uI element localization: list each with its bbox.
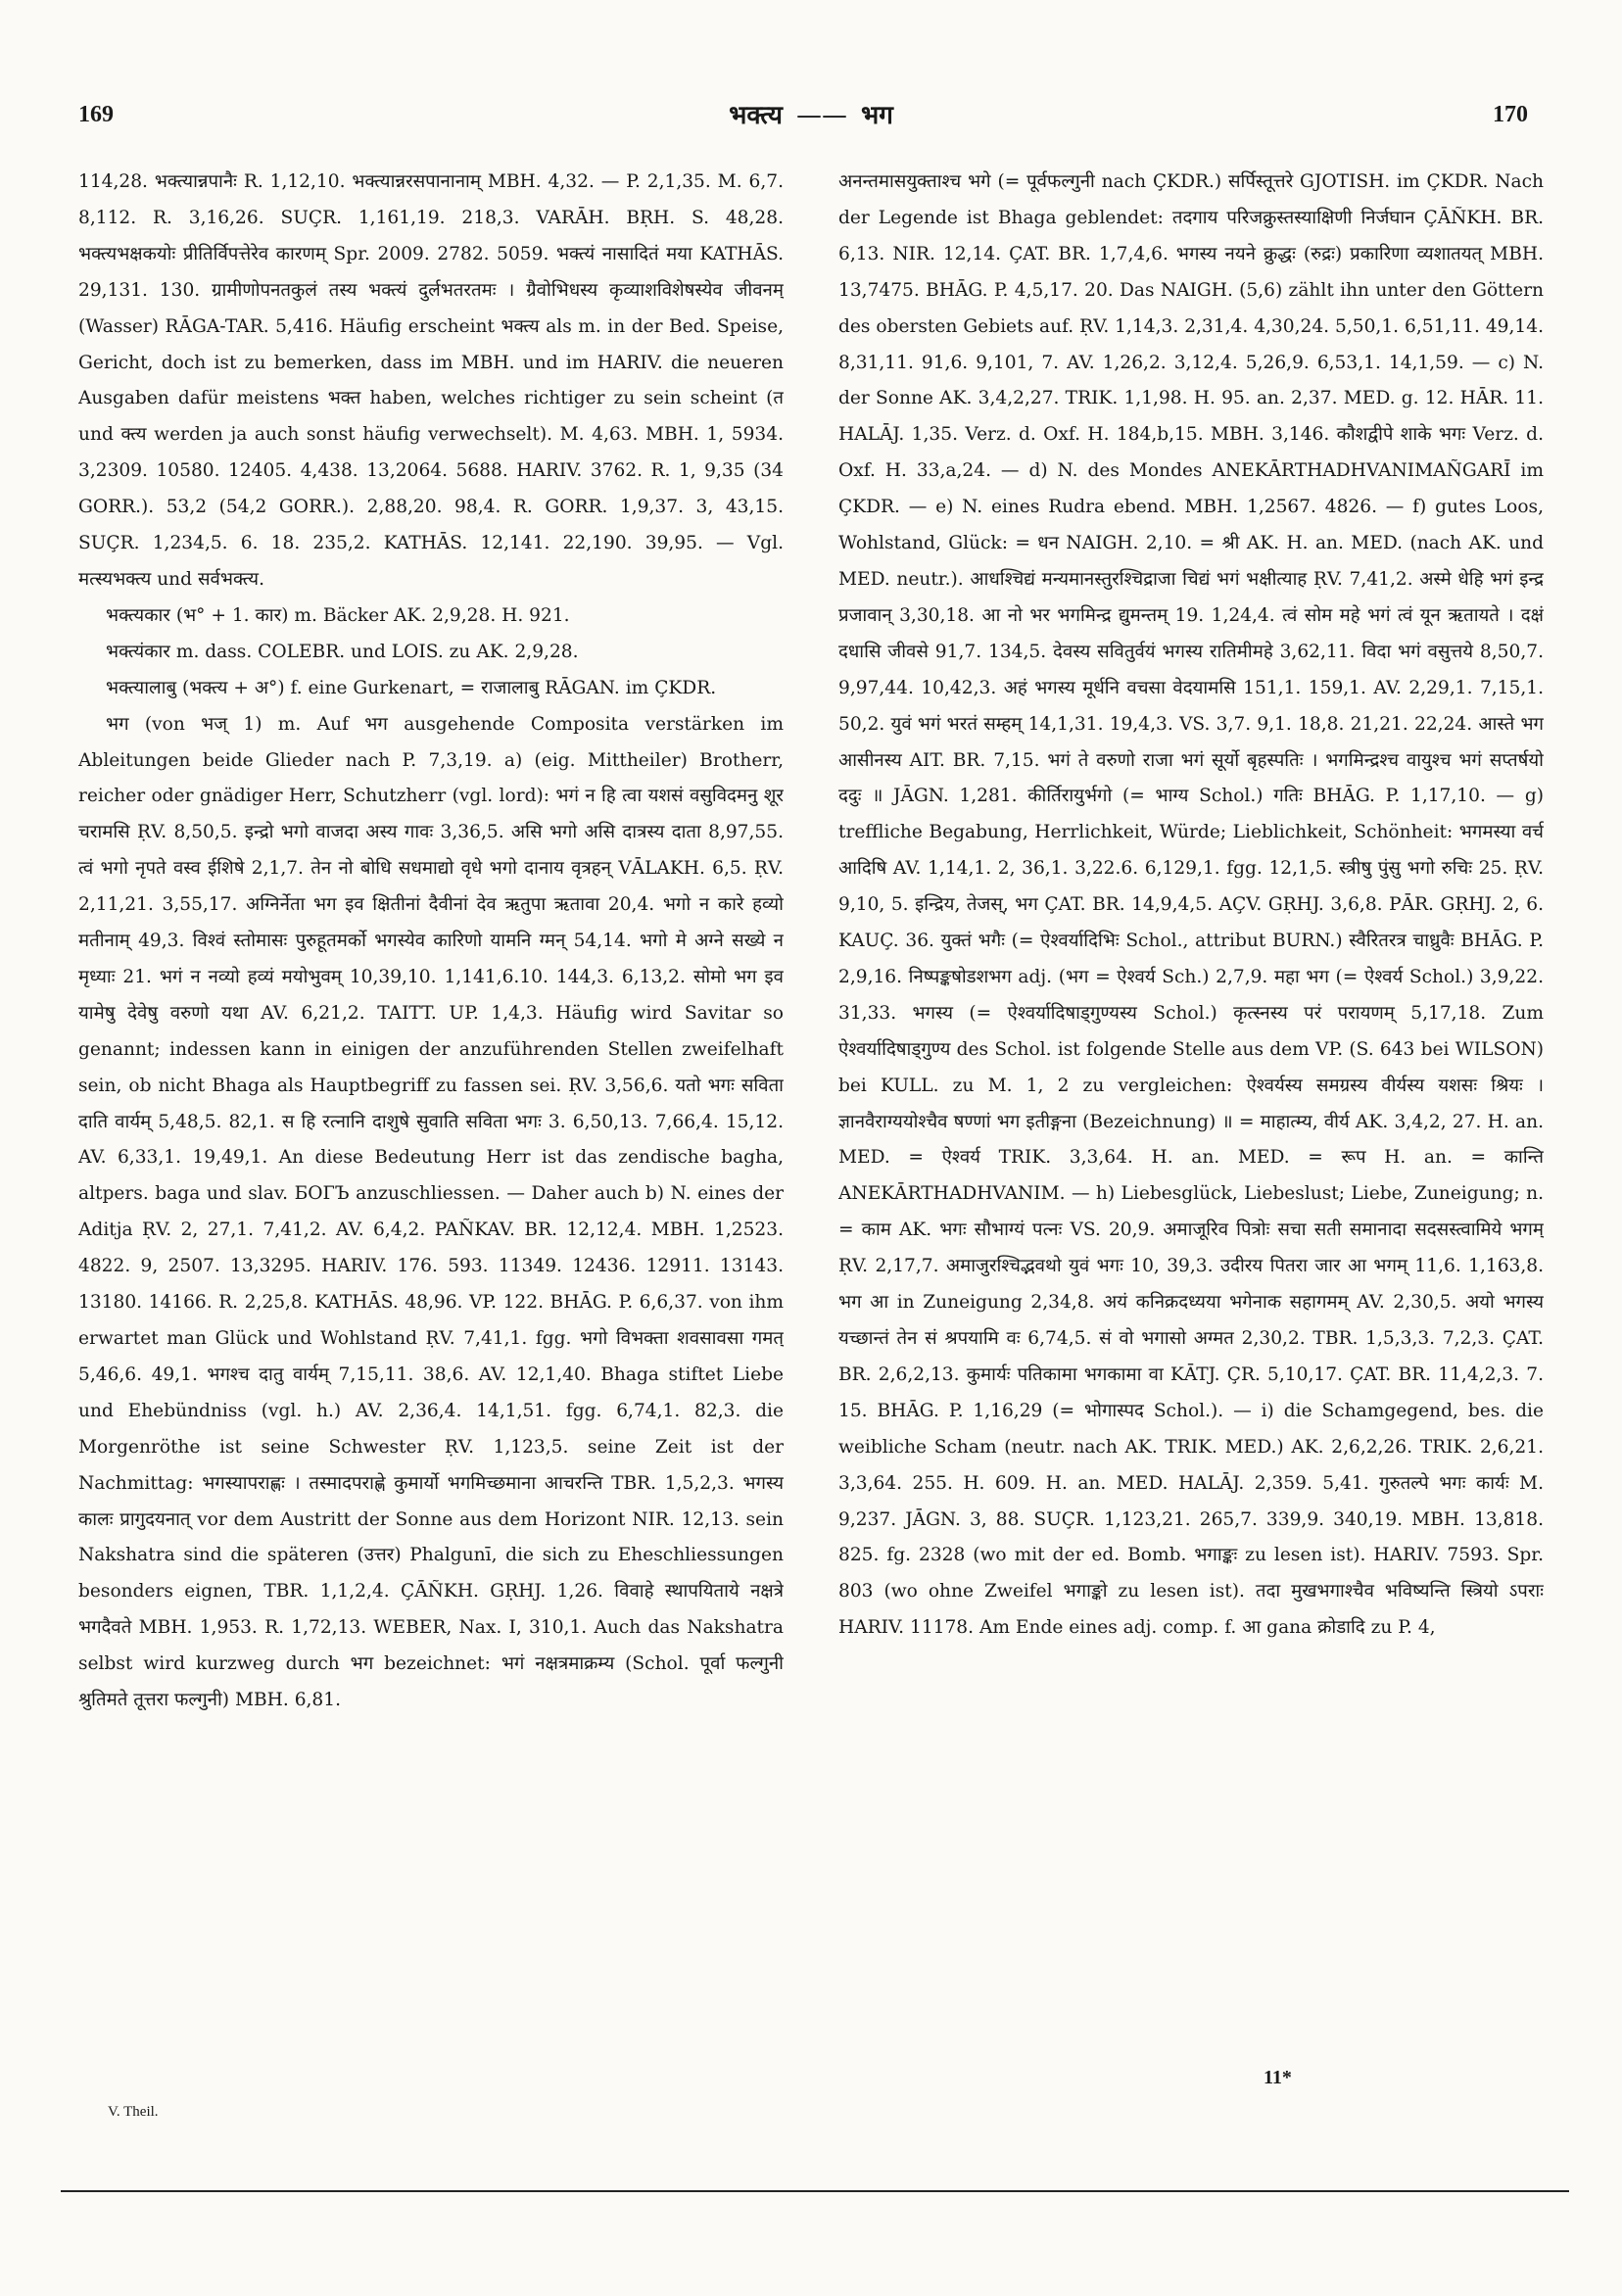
dictionary-entry: भक्त्यंकार m. dass. COLEBR. und LOIS. zu AK. 2,9,28. xyxy=(106,641,579,662)
dictionary-entry: अनन्तमासयुक्ताश्च भगे (= पूर्वफल्गुनी nach ÇKDR.) सर्पिस्तूत्तरे GJOTISH. im ÇKDR. Nach der Legende ist Bhaga geblendet: तदगाय परिजक्रुस्तस्याक्षिणी निर्जघान ÇĀÑKH. BR. 6,13. NIR. 12,14. ÇAT. BR. 1,7,4,6. भगस्य नयने क्रुद्धः (रुद्रः) प्रकारिणा व्यशातयत् MBH. 13,7475. BHĀG. P. 4,5,17. 20. Das NAIGH. (5,6) zählt ihn unter den Göttern des obersten Gebiets auf. ṚV. 1,14,3. 2,31,4. 4,30,24. 5,50,1. 6,51,11. 49,14. 8,31,11. 91,6. 9,101, 7. AV. 1,26,2. 3,12,4. 5,26,9. 6,53,1. 14,1,59. — c) N. der Sonne AK. 3,4,2,27. TRIK. 1,1,98. H. 95. an. 2,37. MED. g. 12. HĀR. 11. HALĀJ. 1,35. Verz. d. Oxf. H. 184,b,15. MBH. 3,146. कौशद्वीपे शाके भगः Verz. d. Oxf. H. 33,a,24. — d) N. des Mondes ANEKĀRTHADHVANIMAÑGARĪ im ÇKDR. — e) N. eines Rudra ebend. MBH. 1,2567. 4826. — f) gutes Loos, Wohlstand, Glück: = धन NAIGH. 2,10. = श्री AK. H. an. MED. (nach AK. und MED. neutr.). आधश्चिद्यं मन्यमानस्तुरश्चिद्राजा चिद्यं भगं भक्षीत्याह ṚV. 7,41,2. अस्मे धेहि भगं इन्द्र प्रजावान् 3,30,18. आ नो भर भगमिन्द्र द्युमन्तम् 19. 1,24,4. त्वं सोम महे भगं त्वं यून ऋतायते । दक्षं दधासि जीवसे 91,7. 134,5. देवस्य सवितुर्वयं भगस्य रातिमीमहे 3,62,11. विदा भगं वसुत्तये 8,50,7. 9,97,44. 10,42,3. अहं भगस्य मूर्धनि वचसा वेदयामसि 151,1. 159,1. AV. 2,29,1. 7,15,1. 50,2. युवं भगं भरतं सम्हम् 14,1,31. 19,4,3. VS. 3,7. 9,1. 18,8. 21,21. 22,24. आस्ते भग आसीनस्य AIT. BR. 7,15. भगं ते वरुणो राजा भगं सूर्यो बृहस्पतिः । भगमिन्द्रश्च वायुश्च भगं सप्तर्षयो ददुः ॥ JĀGN. 1,281. कीर्तिरायुर्भगो (= भाग्य Schol.) गतिः BHĀG. P. 1,17,10. — g) treffliche Begabung, Herrlichkeit, Würde; Lieblichkeit, Schönheit: भगमस्या वर्च आदिषि AV. 1,14,1. 2, 36,1. 3,22.6. 6,129,1. fgg. 12,1,5. स्त्रीषु पुंसु भगो रुचिः 25. ṚV. 9,10, 5. इन्द्रिय, तेजस्, भग ÇAT. BR. 14,9,4,5. AÇV. GṚHJ. 3,6,8. PĀR. GṚHJ. 2, 6. KAUÇ. 36. युक्तं भगैः (= ऐश्वर्यादिभिः Schol., attribut BURN.) स्वैरितरत्र चाध्रुवैः BHĀG. P. 2,9,16. निष्पङ्कषोडशभग adj. (भग = ऐश्वर्य Sch.) 2,7,9. महा भग (= ऐश्वर्य Schol.) 3,9,22. 31,33. भगस्य (= ऐश्वर्यादिषाड्गुण्यस्य Schol.) कृत्स्नस्य परं परायणम् 5,17,18. Zum ऐश्वर्यादिषाड्गुण्य des Schol. ist folgende Stelle aus dem VP. (S. 643 bei WILSON) bei KULL. zu M. 1, 2 zu vergleichen: ऐश्वर्यस्य समग्रस्य वीर्यस्य यशसः श्रियः । ज्ञानवैराग्ययोश्चैव षण्णां भग इतीङ्गना (Bezeichnung) ॥ = माहात्म्य, वीर्य AK. 3,4,2, 27. H. an. MED. = ऐश्वर्य TRIK. 3,3,64. H. an. MED. = रूप H. an. = कान्ति ANEKĀRTHADHVANIM. — h) Liebesglück, Liebeslust; Liebe, Zuneigung; n. = काम AK. भगः सौभाग्यं पत्नः VS. 20,9. अमाजूरिव पित्रोः सचा सती समानादा सदसस्त्वामिये भगम् ṚV. 2,17,7. अमाजुरश्चिद्भवथो युवं भगः 10, 39,3. उदीरय पितरा जार आ भगम् 11,6. 1,163,8. भग आ in Zuneigung 2,34,8. अयं कनिक्रदध्यया भगेनाक सहागमम् AV. 2,30,5. अयो भगस्य यच्छान्तं तेन सं श्रपयामि वः 6,74,5. सं वो भगासो अग्मत 2,30,2. TBR. 1,5,3,3. 7,2,3. ÇAT. BR. 2,6,2,13. कुमार्यः पतिकामा भगकामा वा KĀTJ. ÇR. 5,10,17. ÇAT. BR. 11,4,2,3. 7. 15. BHĀG. P. 1,16,29 (= भोगास्पद Schol.). — i) die Schamgegend, bes. die weibliche Scham (neutr. nach AK. TRIK. MED.) AK. 2,6,2,26. TRIK. 2,6,21. 3,3,64. 255. H. 609. H. an. MED. HALĀJ. 2,359. 5,41. गुरुतल्पे भगः कार्यः M. 9,237. JĀGN. 3, 88. SUÇR. 1,123,21. 265,7. 339,9. 340,19. MBH. 13,818. 825. fg. 2328 (wo mit der ed. Bomb. भगाङ्कः zu lesen ist). HARIV. 7593. Spr. 803 (wo ohne Zweifel भगाङ्को zu lesen ist). तदा मुखभगाश्चैव भविष्यन्ति स्त्रियो ऽपराः HARIV. 11178. Am Ende eines adj. comp. f. आ gana क्रोडादि zu P. 4, xyxy=(838,171,1544,1639)
sheet-mark: 11* xyxy=(1264,2067,1292,2088)
headword-left: भक्त्य xyxy=(729,101,783,130)
dictionary-entry: भक्त्यालाबु (भक्त्य + अ°) f. eine Gurkenart, = राजालाबु RĀGAN. im ÇKDR. xyxy=(106,677,717,698)
left-column xyxy=(78,165,784,2114)
bottom-rule xyxy=(61,2190,1569,2192)
running-head xyxy=(0,96,1622,131)
page-number-right: 170 xyxy=(1493,102,1528,127)
dictionary-entry: 114,28. भक्त्यान्नपानैः R. 1,12,10. भक्त्यान्नरसपानानाम् MBH. 4,32. — P. 2,1,35. M. 6,7. 8,112. R. 3,16,26. SUÇR. 1,161,19. 218,3. VARĀH. BṚH. S. 48,28. भक्त्यभक्षकयोः प्रीतिर्विपत्तेरेव कारणम् Spr. 2009. 2782. 5059. भक्त्यं नासादितं मया KATHĀS. 29,131. 130. ग्रामीणोपनतकुलं तस्य भक्त्यं दुर्लभतरतमः । ग्रैवोभिधस्य कृव्याशविशेषस्येव जीवनम् (Wasser) RĀGA-TAR. 5,416. Häufig erscheint भक्त्य als m. in der Bed. Speise, Gericht, doch ist zu bemerken, dass im MBH. und im HARIV. die neueren Ausgaben dafür meistens भक्त haben, welches richtiger zu sein scheint (त und क्त्य werden ja auch sonst häufig verwechselt). M. 4,63. MBH. 1, 5934. 3,2309. 10580. 12405. 4,438. 13,2064. 5688. HARIV. 3762. R. 1, 9,35 (34 GORR.). 53,2 (54,2 GORR.). 2,88,20. 98,4. R. GORR. 1,9,37. 3, 43,15. SUÇR. 1,234,5. 6. 18. 235,2. KATHĀS. 12,141. 22,190. 39,95. — Vgl. मत्स्यभक्त्य und सर्वभक्त्य. xyxy=(78,171,784,590)
dictionary-entry: भग (von भज् 1) m. Auf भग ausgehende Composita verstärken im Ableitungen beide Glieder nach P. 7,3,19. a) (eig. Mittheiler) Brotherr, reicher oder gnädiger Herr, Schutzherr (vgl. lord): भगं न हि त्वा यशसं वसुविदमनु शूर चरामसि ṚV. 8,50,5. इन्द्रो भगो वाजदा अस्य गावः 3,36,5. असि भगो असि दात्रस्य दाता 8,97,55. त्वं भगो नृपते वस्व ईशिषे 2,1,7. तेन नो बोधि सधमाद्यो वृधे भगो दानाय वृत्रहन् VĀLAKH. 6,5. ṚV. 2,11,21. 3,55,17. अग्निर्नेता भग इव क्षितीनां दैवीनां देव ऋतुपा ऋतावा 20,4. भगो न कारे हव्यो मतीनाम् 49,3. विश्वं स्तोमासः पुरुहूतमर्को भगस्येव कारिणो यामनि ग्मन् 54,14. भगो मे अग्ने सख्ये न मृध्याः 21. भगं न नव्यो हव्यं मयोभुवम् 10,39,10. 1,141,6.10. 144,3. 6,13,2. सोमो भग इव यामेषु देवेषु वरुणो यथा AV. 6,21,2. TAITT. UP. 1,4,3. Häufig wird Savitar so genannt; indessen kann in einigen der anzuführenden Stellen zweifelhaft sein, ob nicht Bhaga als Hauptbegriff zu fassen sei. ṚV. 3,56,6. यतो भगः सविता दाति वार्यम् 5,48,5. 82,1. स हि रत्नानि दाशुषे सुवाति सविता भगः 3. 6,50,13. 7,66,4. 15,12. AV. 6,33,1. 19,49,1. An diese Bedeutung Herr ist das zendische bagha, altpers. baga und slav. БОГЪ anzuschliessen. — Daher auch b) N. eines der Aditja ṚV. 2, 27,1. 7,41,2. AV. 6,4,2. PAÑKAV. BR. 12,12,4. MBH. 1,2523. 4822. 9, 2507. 13,3295. HARIV. 176. 593. 11349. 12436. 12911. 13143. 13180. 14166. R. 2,25,8. KATHĀS. 48,96. VP. 122. BHĀG. P. 6,6,37. von ihm erwartet man Glück und Wohlstand ṚV. 7,41,1. fgg. भगो विभक्ता शवसावसा गमत् 5,46,6. 49,1. भगश्च दातु वार्यम् 7,15,11. 38,6. AV. 12,1,40. Bhaga stiftet Liebe und Ehebündniss (vgl. h.) AV. 2,36,4. 14,1,51. fgg. 6,74,1. 82,3. die Morgenröthe ist seine Schwester ṚV. 1,123,5. seine Zeit ist der Nachmittag: भगस्यापराह्णः । तस्मादपराह्णे कुमार्यो भगमिच्छमाना आचरन्ति TBR. 1,5,2,3. भगस्य कालः प्रागुदयनात् vor dem Austritt der Sonne aus dem Horizont NIR. 12,13. sein Nakshatra sind die späteren (उत्तर) Phalgunī, die sich zu Eheschliessungen besonders eignen, TBR. 1,1,2,4. ÇĀÑKH. GṚHJ. 1,26. विवाहे स्थापयिताये नक्षत्रे भगदैवते MBH. 1,953. R. 1,72,13. WEBER, Nax. I, 310,1. Auch das Nakshatra selbst wird kurzweg durch भग bezeichnet: भगं नक्षत्रमाक्रम्य (Schol. पूर्वा फल्गुनी श्रुतिमते तूत्तरा फल्गुनी) MBH. 6,81. xyxy=(78,713,784,1711)
page-number-left: 169 xyxy=(78,102,114,127)
headword-dash: —— xyxy=(795,101,847,130)
headword-right: भग xyxy=(860,101,893,130)
sheet-signature: V. Theil. xyxy=(108,2104,159,2120)
right-column xyxy=(838,165,1544,2114)
text-columns xyxy=(78,165,1544,2114)
dictionary-entry: भक्त्यकार (भ° + 1. कार) m. Bäcker AK. 2,9,28. H. 921. xyxy=(106,604,570,626)
